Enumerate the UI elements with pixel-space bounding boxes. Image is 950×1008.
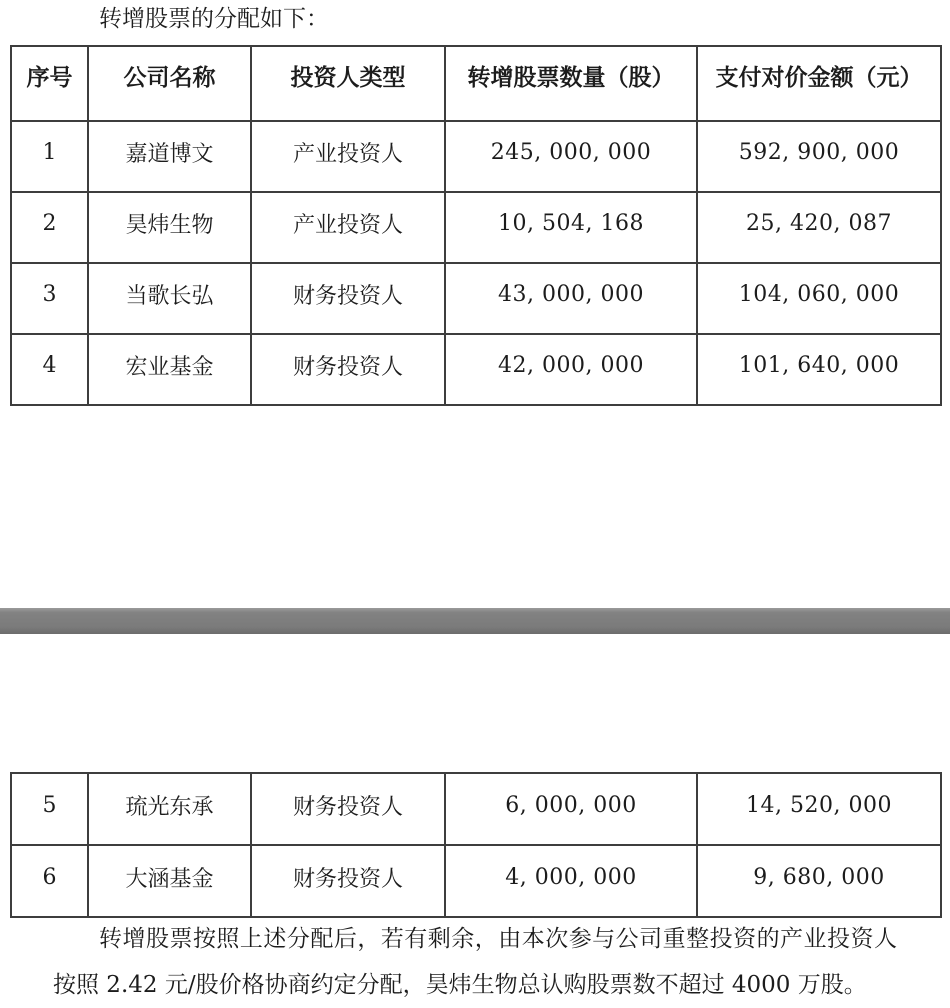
cell-index: 3 xyxy=(11,263,88,334)
table-header-row xyxy=(11,46,941,121)
cell-company: 当歌长弘 xyxy=(88,263,251,334)
cell-shares: 10, 504, 168 xyxy=(445,192,697,263)
table-row xyxy=(11,192,941,263)
cell-index: 6 xyxy=(11,845,88,917)
cell-index: 5 xyxy=(11,773,88,845)
cell-company: 昊炜生物 xyxy=(88,192,251,263)
cell-investor-type: 财务投资人 xyxy=(251,334,445,405)
table-row xyxy=(11,263,941,334)
cell-shares: 4, 000, 000 xyxy=(445,845,697,917)
table-row xyxy=(11,121,941,192)
column-header-index: 序号 xyxy=(11,46,88,121)
cell-company: 琉光东承 xyxy=(88,773,251,845)
table-row xyxy=(11,334,941,405)
column-header-shares: 转增股票数量（股） xyxy=(445,46,697,121)
cell-amount: 104, 060, 000 xyxy=(697,263,941,334)
cell-company: 宏业基金 xyxy=(88,334,251,405)
cell-shares: 42, 000, 000 xyxy=(445,334,697,405)
cell-investor-type: 财务投资人 xyxy=(251,845,445,917)
cell-shares: 43, 000, 000 xyxy=(445,263,697,334)
table-row xyxy=(11,845,941,917)
closing-paragraph: 转增股票按照上述分配后，若有剩余，由本次参与公司重整投资的产业投资人按照 2.42 元/股价格协商约定分配，昊炜生物总认购股票数不超过 4000 万股。 xyxy=(53,926,897,998)
column-header-amount: 支付对价金额（元） xyxy=(697,46,941,121)
page-break-bar xyxy=(0,608,950,634)
cell-shares: 6, 000, 000 xyxy=(445,773,697,845)
cell-amount: 25, 420, 087 xyxy=(697,192,941,263)
table-row xyxy=(11,773,941,845)
column-header-company: 公司名称 xyxy=(88,46,251,121)
cell-amount: 101, 640, 000 xyxy=(697,334,941,405)
cell-investor-type: 财务投资人 xyxy=(251,263,445,334)
cell-index: 4 xyxy=(11,334,88,405)
cell-index: 2 xyxy=(11,192,88,263)
cell-amount: 14, 520, 000 xyxy=(697,773,941,845)
intro-text: 转增股票的分配如下： xyxy=(99,6,329,32)
cell-index: 1 xyxy=(11,121,88,192)
cell-company: 大涵基金 xyxy=(88,845,251,917)
cell-investor-type: 产业投资人 xyxy=(251,192,445,263)
cell-investor-type: 财务投资人 xyxy=(251,773,445,845)
cell-company: 嘉道博文 xyxy=(88,121,251,192)
allocation-table-part1 xyxy=(10,45,942,406)
allocation-table-part2 xyxy=(10,772,942,918)
cell-shares: 245, 000, 000 xyxy=(445,121,697,192)
cell-investor-type: 产业投资人 xyxy=(251,121,445,192)
cell-amount: 592, 900, 000 xyxy=(697,121,941,192)
column-header-investor-type: 投资人类型 xyxy=(251,46,445,121)
cell-amount: 9, 680, 000 xyxy=(697,845,941,917)
